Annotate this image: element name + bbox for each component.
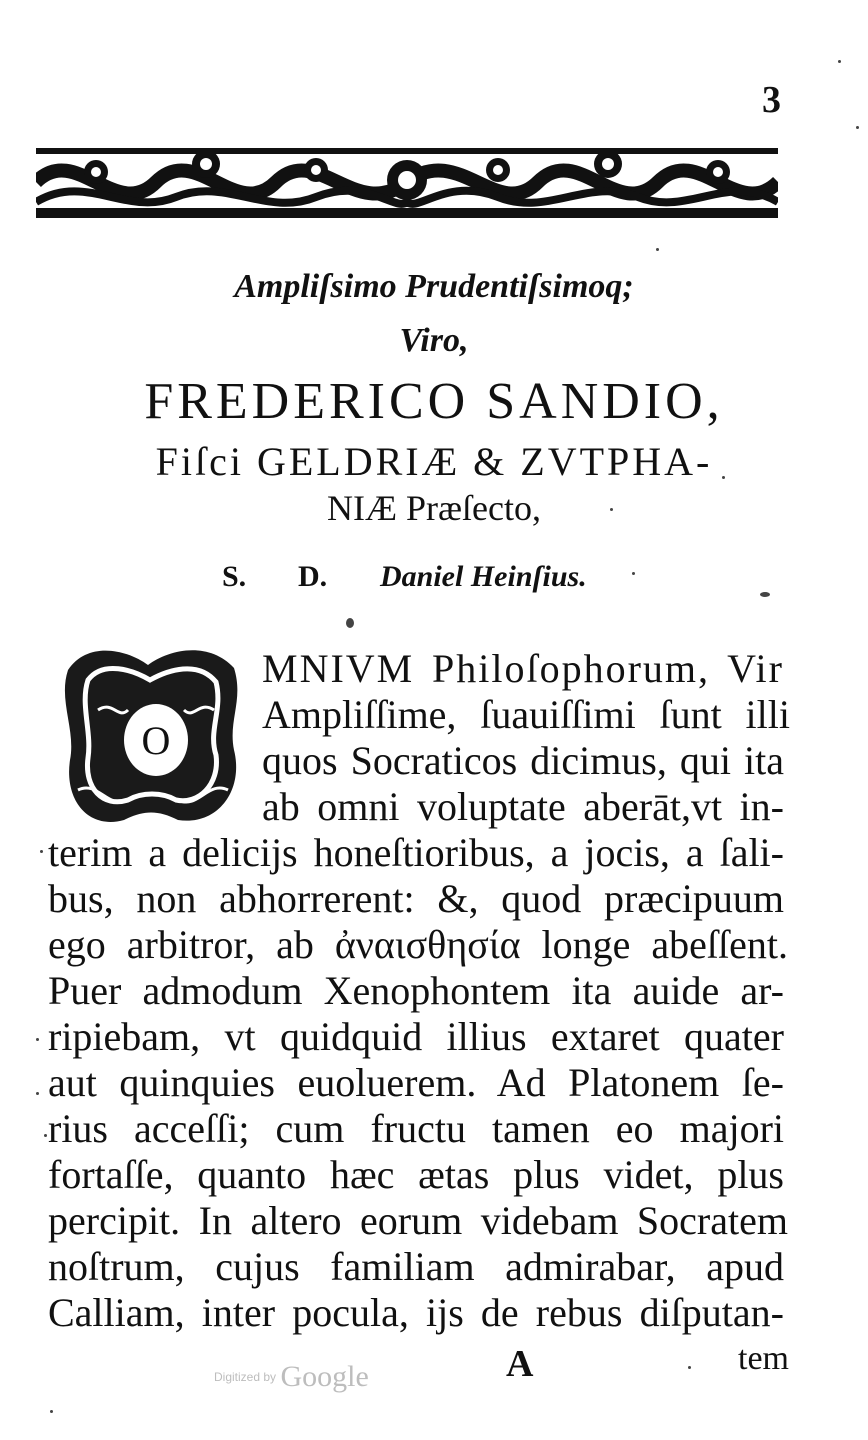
google-logo: Google bbox=[280, 1360, 369, 1393]
body-line: terim a delicijs honeſtioribus, a jocis, a ſali- bbox=[48, 830, 784, 875]
catchword: tem bbox=[738, 1340, 789, 1377]
digitized-by-watermark bbox=[214, 1360, 369, 1394]
body-line: Ampliſſime, ſuauiſſimi ſunt illi bbox=[262, 692, 790, 737]
body-line: percipit. In altero eorum videbam Socratem bbox=[48, 1198, 788, 1243]
salutation-d: D. bbox=[298, 560, 328, 593]
decorative-headpiece bbox=[36, 142, 778, 224]
body-line: noſtrum, cujus familiam admirabar, apud bbox=[48, 1244, 784, 1289]
dedication-line-1: Ampliſsimo Prudentiſsimoq; bbox=[234, 268, 634, 305]
body-line: aut quinquies euoluerem. Ad Platonem ſe- bbox=[48, 1060, 784, 1105]
body-line: ego arbitror, ab ἀναισθησία longe abeſſent. bbox=[48, 922, 788, 967]
dedicatee-office-cont: NIÆ Præſecto, bbox=[327, 488, 541, 528]
dedication-line-2: Viro, bbox=[399, 322, 469, 359]
body-line: MNIVM Philoſophorum, Vir bbox=[262, 646, 784, 691]
body-line: quos Socraticos dicimus, qui ita bbox=[262, 738, 784, 783]
ornamental-initial bbox=[58, 640, 244, 832]
salutation-s: S. bbox=[222, 560, 247, 593]
body-line: ripiebam, vt quidquid illius extaret quater bbox=[48, 1014, 784, 1059]
page-number: 3 bbox=[762, 79, 781, 121]
body-line: rius acceſſi; cum fructu tamen eo majori bbox=[48, 1106, 784, 1151]
body-line: bus, non abhorrerent: &, quod præcipuum bbox=[48, 876, 784, 921]
drop-cap-letter: O bbox=[141, 718, 171, 763]
author-name: Daniel Heinſius. bbox=[380, 560, 587, 593]
body-line: Calliam, inter pocula, ijs de rebus diſputan- bbox=[48, 1290, 784, 1335]
body-line: fortaſſe, quanto hæc ætas plus videt, plus bbox=[48, 1152, 784, 1197]
dedicatee-name: FREDERICO SANDIO, bbox=[144, 373, 724, 430]
body-line: Puer admodum Xenophontem ita auide ar- bbox=[48, 968, 784, 1013]
dedicatee-office: Fiſci GELDRIÆ & ZVTPHA- bbox=[155, 439, 713, 484]
watermark-prefix: Digitized by bbox=[214, 1370, 277, 1384]
body-line: ab omni voluptate aberāt,vt in- bbox=[262, 784, 784, 829]
signature-mark: A bbox=[506, 1343, 534, 1385]
